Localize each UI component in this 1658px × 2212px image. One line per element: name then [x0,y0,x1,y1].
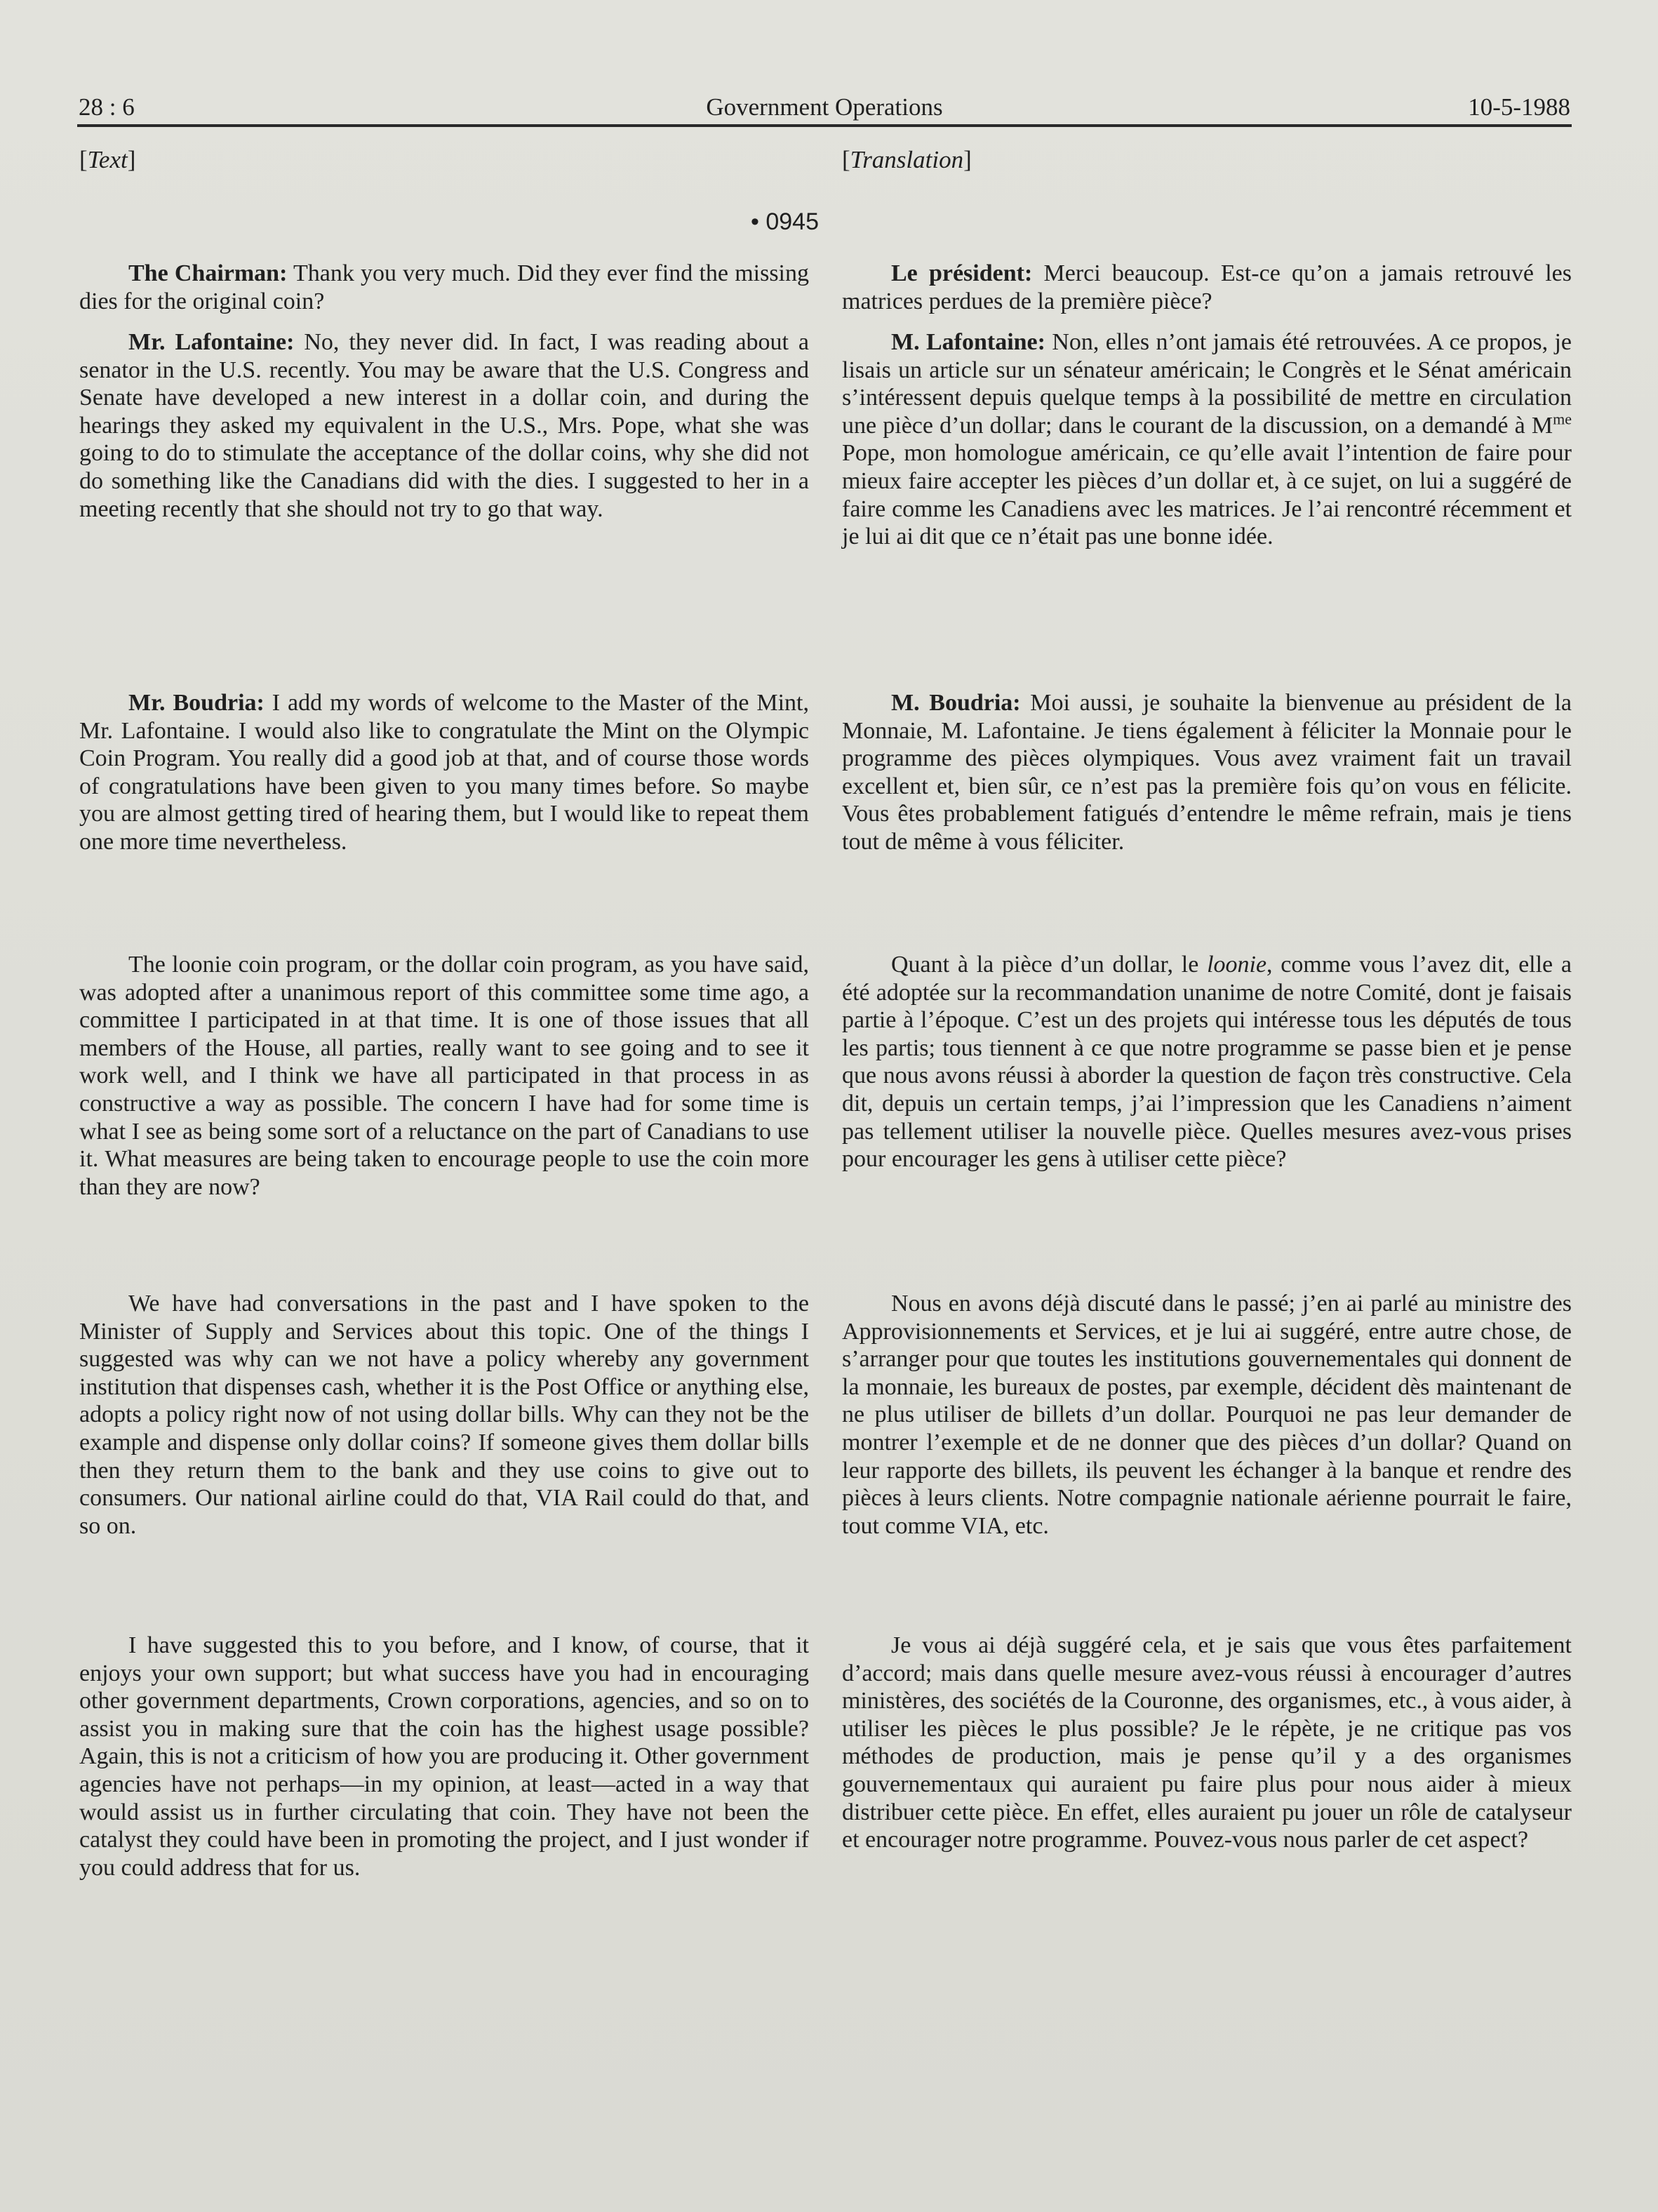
paragraph-president: Le président: Merci beaucoup. Est-ce qu’on a jamais retrouvé les matrices perdues de la première pièce? [842,260,1572,314]
header-rule [77,124,1572,127]
text-language-label: [Text] [79,146,136,173]
paragraph-discussion-fr: Nous en avons déjà discuté dans le passé; j’en ai parlé au ministre des Approvisionnements et Services, et je lui ai suggéré, entre autre chose, de s’arranger pour que toutes les institutions gouvernementales qui donnent de la monnaie, les bureaux de postes, par exemple, décident dès maintenant de ne plus utiliser de billets d’un dollar. Pourquoi ne pas leur demander de montrer l’exemple et de ne donner que des pièces d’un dollar? Quand on leur rapporte des billets, ils peuvent les échanger à la banque et rendre des pièces à leurs clients. Notre compagnie nationale aérienne pourrait le faire, tout comme VIA, etc. [842,1291,1572,1539]
paragraph-lafontaine-fr: M. Lafontaine: Non, elles n’ont jamais été retrouvées. A ce propos, je lisais un article sur un sénateur américain; le Congrès et le Sénat américain s’intéressent depuis quelque temps à la possibilité de mettre en circulation une pièce d’un dollar; dans le courant de la discussion, on a demandé à $M^{me}$ Pope, mon homologue américain, ce qu’elle avait l’intention de faire pour mieux faire accepter les pièces d’un dollar et, à ce sujet, on lui a suggéré de faire comme les Canadiens avec les matrices. Je l’ai rencontré récemment et je lui ai dit que ce n’était pas une bonne idée. [842,329,1572,550]
paragraph-suggested-fr: Je vous ai déjà suggéré cela, et je sais que vous êtes parfaitement d’accord; mais dans quelle mesure avez-vous réussi à encourager d’autres ministères, des sociétés de la Couronne, des organismes, etc., à vous aider, à utiliser les pièces le plus possible? Je le répète, je ne critique pas vos méthodes de production, mais je pense qu’il y a des organismes gouvernementaux qui auraient pu faire plus pour nous aider à mieux distribuer cette pièce. En effet, elles auraient pu jouer un rôle de catalyseur et encourager notre programme. Pouvez-vous nous parler de cet aspect? [842,1632,1572,1853]
page-number: 28 : 6 [79,93,135,121]
paragraph-loonie: The loonie coin program, or the dollar coin program, as you have said, was adopted after a unanimous report of this committee some time ago, a committee I participated in at that time. It is one of those issues that all members of the House, all parties, really want to see going and to see it work well, and I think we have all participated in that process in as constructive a way as possible. The concern I have had for some time is what I see as being some sort of a reluctance on the part of Canadians to use it. What measures are being taken to encourage people to use the coin more than they are now? [79,952,809,1200]
paragraph-boudria: Mr. Boudria: I add my words of welcome to the Master of the Mint, Mr. Lafontaine. I would also like to congratulate the Mint on the Olympic Coin Program. You really did a good job at that, and of course those words of congratulations have been given to you many times before. So maybe you are almost getting tired of hearing them, but I would like to repeat them one more time nevertheless. [79,690,809,855]
committee-title: Government Operations [706,93,943,121]
paragraph-lafontaine: Mr. Lafontaine: No, they never did. In fact, I was reading about a senator in the U.S. recently. You may be aware that the U.S. Congress and Senate have developed a new interest in a dollar coin, and during the hearings they asked my equivalent in the U.S., Mrs. Pope, what she was going to do to stimulate the acceptance of the dollar coins, why she did not do something like the Canadians did with the dies. I suggested to her in a meeting recently that she should not try to go that way. [79,329,809,522]
meeting-date: 10-5-1988 [1468,93,1570,121]
paragraph-boudria-fr: M. Boudria: Moi aussi, je souhaite la bienvenue au président de la Monnaie, M. Lafontaine. Je tiens également à féliciter la Monnaie pour le programme des pièces olympiques. Vous avez vraiment fait un travail excellent et, bien sûr, ce n’est pas la première fois qu’on vous en félicite. Vous êtes probablement fatigués d’entendre le même refrain, mais je tiens tout de même à vous féliciter. [842,690,1572,855]
time-marker: • 0945 [751,208,819,235]
paragraph-chairman: The Chairman: Thank you very much. Did they ever find the missing dies for the original coin? [79,260,809,314]
paragraph-loonie-fr: Quant à la pièce d’un dollar, le loonie, comme vous l’avez dit, elle a été adoptée sur la recommandation unanime de notre Comité, dont je faisais partie à l’époque. C’est un des projets qui intéresse tous les députés de tous les partis; tous tiennent à ce que notre programme se passe bien et je pense que nous avons réussi à aborder la question de façon très constructive. Cela dit, depuis un certain temps, j’ai l’impression que les Canadiens n’aiment pas tellement utiliser la nouvelle pièce. Quelles mesures avez-vous prises pour encourager les gens à utiliser cette pièce? [842,952,1572,1173]
paragraph-suggested: I have suggested this to you before, and I know, of course, that it enjoys your own support; but what success have you had in encouraging other government departments, Crown corporations, agencies, and so on to assist you in making sure that the coin has the highest usage possible? Again, this is not a criticism of how you are producing it. Other government agencies have not perhaps—in my opinion, at least—acted in a way that would assist us in further circulating that coin. They have not been the catalyst they could have been in promoting the project, and I just wonder if you could address that for us. [79,1632,809,1881]
paragraph-conversations: We have had conversations in the past and I have spoken to the Minister of Supply and Services about this topic. One of the things I suggested was why can we not have a policy whereby any government institution that dispenses cash, whether it is the Post Office or anything else, adopts a policy right now of not using dollar bills. Why can they not be the example and dispense only dollar coins? If someone gives them dollar bills then they return them to the bank and they use coins to give out to consumers. Our national airline could do that, VIA Rail could do that, and so on. [79,1291,809,1539]
page-header [79,90,1570,125]
translation-language-label: [Translation] [842,146,972,173]
